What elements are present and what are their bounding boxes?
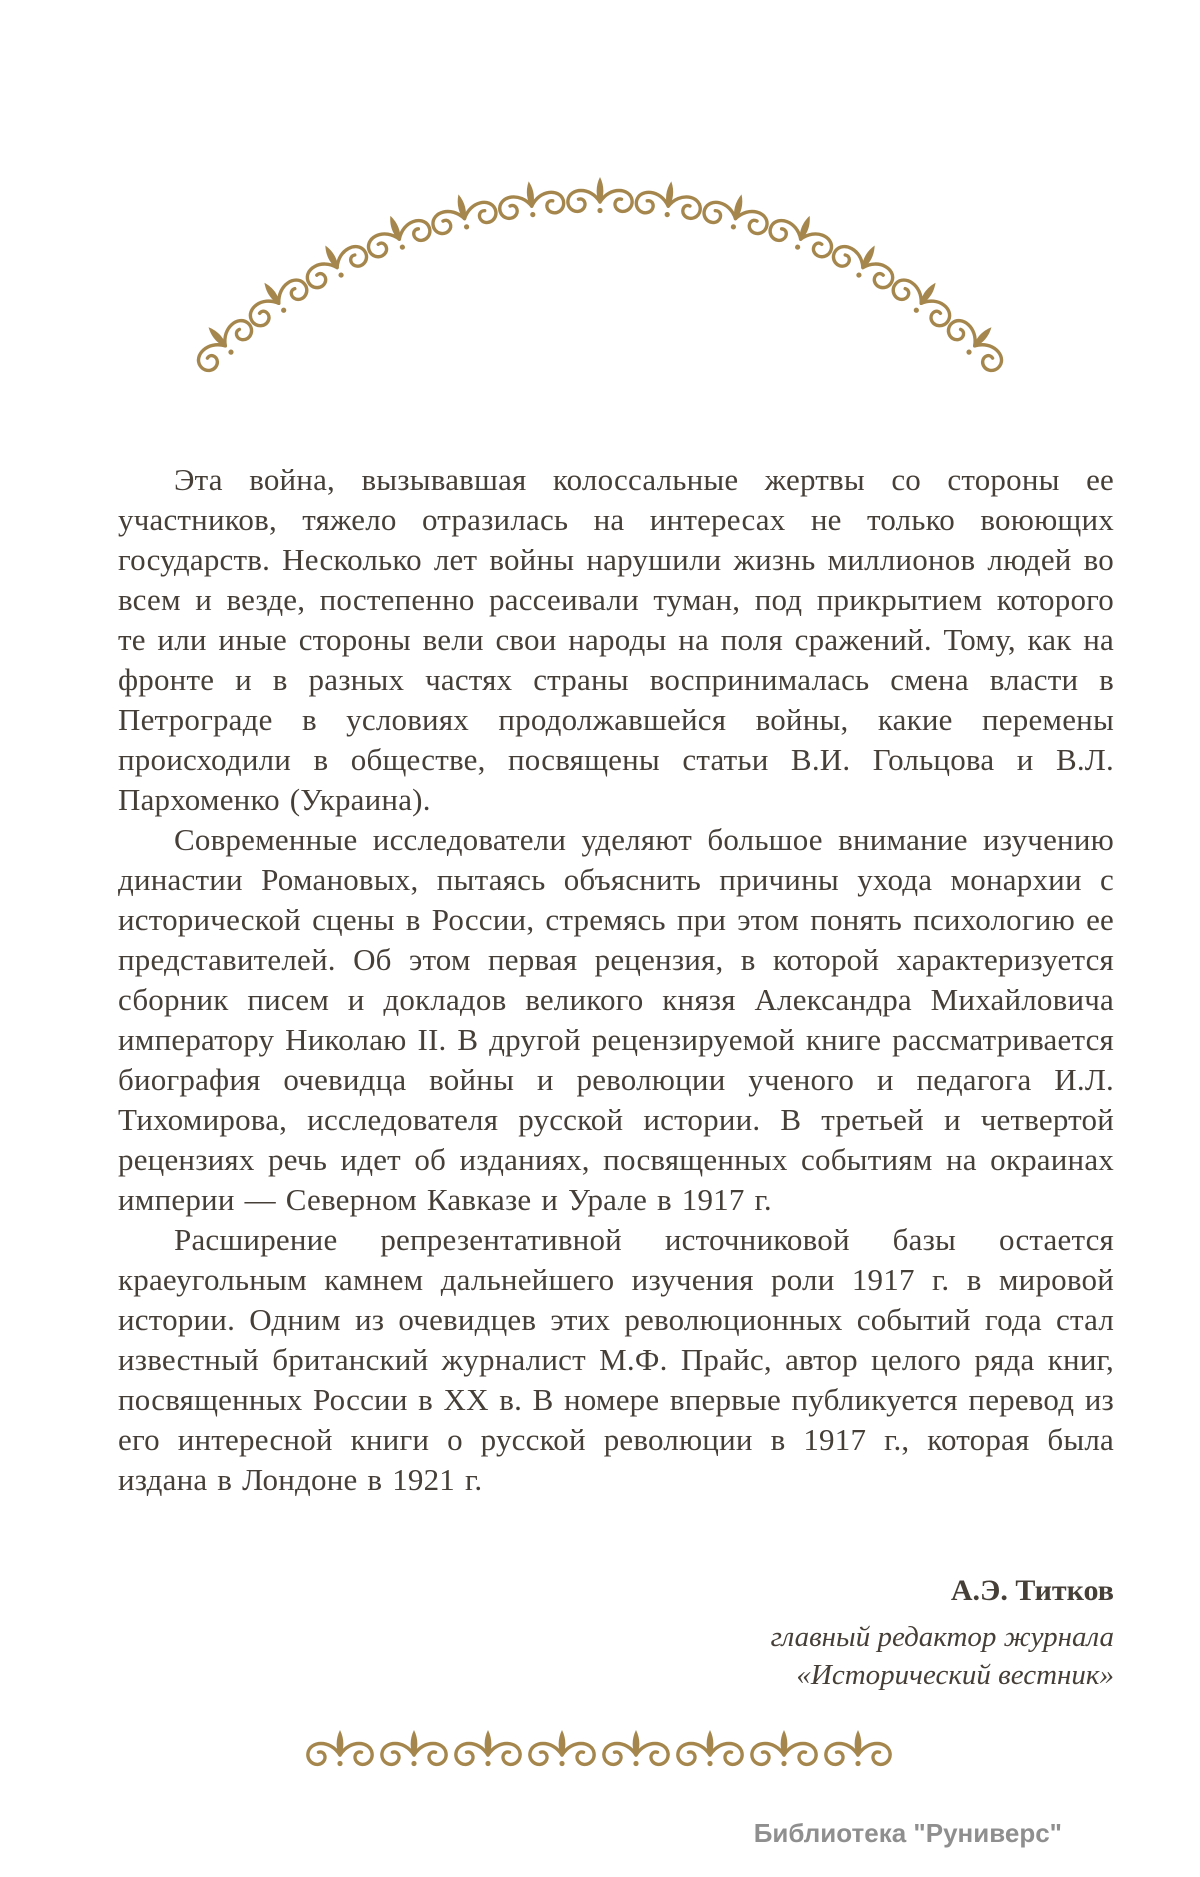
signature-block (0, 1572, 1200, 1694)
top-arch-ornament-icon (185, 152, 1015, 382)
paragraph-1: Эта война, вызывавшая колоссальные жертвы со стороны ее участников, тяжело отразилась на интересах не только воюющих государств. Несколько лет войны нарушили жизнь миллионов людей во всем и везде, постепенно рассеивали туман, под прикрытием которого те или иные стороны вели свои народы на поля сражений. Тому, как на фронте и в разных частях страны воспринималась смена власти в Петрограде в условиях продолжавшейся войны, какие перемены происходили в обществе, посвящены статьи В.И. Гольцова и В.Л. Пархоменко (Украина). (118, 462, 1114, 817)
author-role: главный редактор журнала (770, 1621, 1114, 1653)
paragraph-2: Современные исследователи уделяют большое внимание изучению династии Романовых, пытаясь объяснить причины ухода монархии с исторической сцены в России, стремясь при этом понять психологию ее представителей. Об этом первая рецензия, в которой характеризуется сборник писем и докладов великого князя Александра Михайловича императору Николаю II. В другой рецензируемой книге рассматривается биография очевидца войны и революции ученого и педагога И.Л. Тихомирова, исследователя русской истории. В третьей и четвертой рецензиях речь идет об изданиях, посвященных событиям на окраинах империи — Северном Кавказе и Урале в 1917 г. (118, 822, 1114, 1217)
journal-name: «Исторический вестник» (796, 1659, 1114, 1691)
paragraph-3: Расширение репрезентативной источниковой базы остается краеугольным камнем дальнейшего изучения роли 1917 г. в мировой истории. Одним из очевидцев этих революционных событий года стал известный британский журналист М.Ф. Прайс, автор целого ряда книг, посвященных России в XX в. В номере впервые публикуется перевод из его интересной книги о русской революции в 1917 г., которая была издана в Лондоне в 1921 г. (118, 1222, 1114, 1497)
library-watermark: Библиотека "Руниверс" (753, 1818, 1062, 1848)
text-block (0, 460, 1200, 1500)
author-name: А.Э. Титков (950, 1574, 1114, 1607)
bottom-scrollwork-ornament-icon (300, 1721, 900, 1773)
